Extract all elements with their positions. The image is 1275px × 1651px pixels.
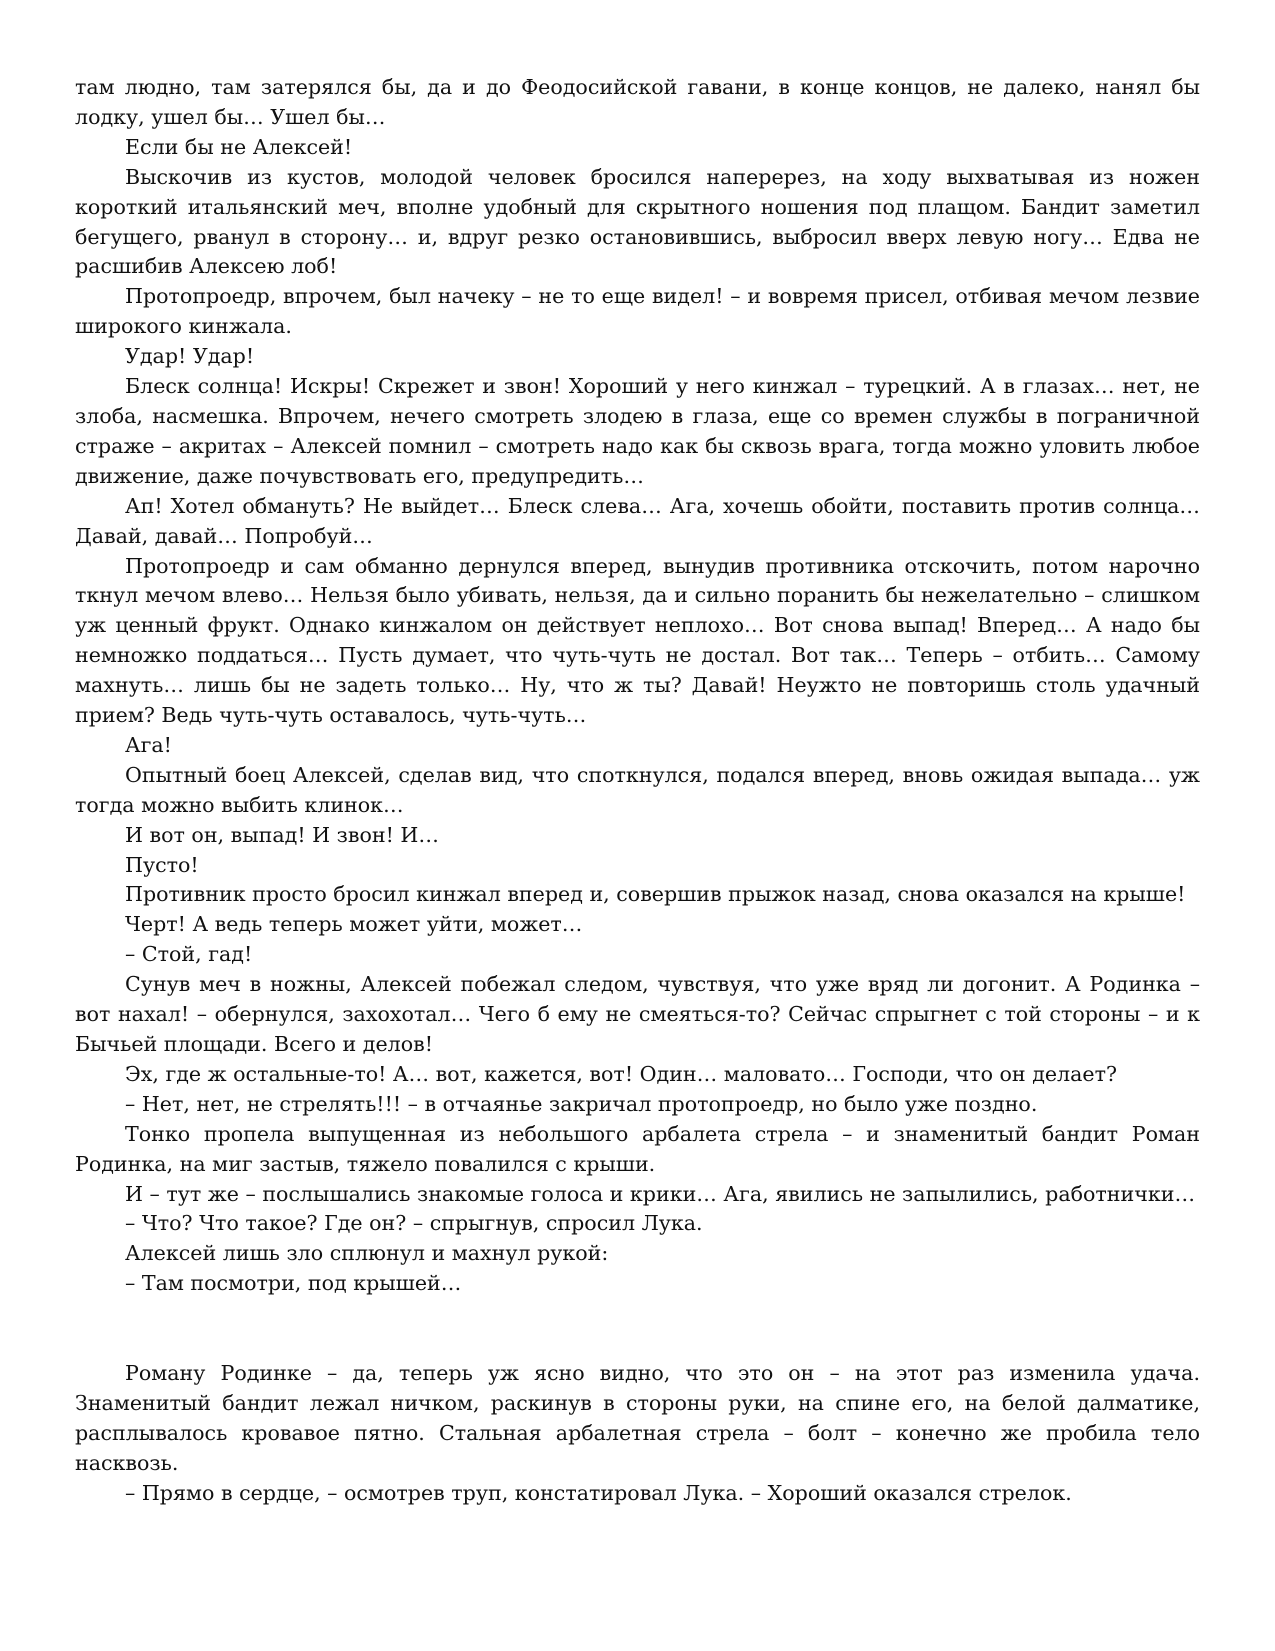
book-page xyxy=(75,73,1200,1509)
paragraph: Опытный боец Алексей, сделав вид, что споткнулся, подался вперед, вновь ожидая выпада… уж тогда можно выбить клинок… xyxy=(75,762,1200,817)
paragraph: Удар! Удар! xyxy=(125,344,255,369)
paragraph: Алексей лишь зло сплюнул и махнул рукой: xyxy=(125,1241,609,1266)
paragraph: – Нет, нет, не стрелять!!! – в отчаянье закричал протопроедр, но было уже поздно. xyxy=(125,1091,1038,1116)
paragraph: – Стой, гад! xyxy=(125,942,253,967)
section-break xyxy=(75,1299,1200,1359)
paragraph: И – тут же – послышались знакомые голоса и крики… Ага, явились не запылились, работнички… xyxy=(125,1181,1196,1206)
paragraph: – Прямо в сердце, – осмотрев труп, констатировал Лука. – Хороший оказался стрелок. xyxy=(125,1480,1072,1505)
paragraph: И вот он, выпад! И звон! И… xyxy=(125,822,439,847)
paragraph: Противник просто бросил кинжал вперед и, совершив прыжок назад, снова оказался на крыше! xyxy=(125,882,1186,907)
paragraph: Если бы не Алексей! xyxy=(125,134,353,159)
paragraph: Выскочив из кустов, молодой человек бросился наперерез, на ходу выхватывая из ножен короткий итальянский меч, вполне удобный для скрытного ношения под плащом. Бандит заметил бегущего, рванул в сторону… и, вдруг резко остановившись, выбросил вверх левую ногу… Едва не расшибив Алексею лоб! xyxy=(75,164,1200,279)
paragraph: Протопроедр и сам обманно дернулся вперед, вынудив противника отскочить, потом нарочно ткнул мечом влево… Нельзя было убивать, нельзя, да и сильно поранить бы нежелательно – слишком уж ценный фрукт. Однако кинжалом он действует неплохо… Вот снова выпад! Вперед… А надо бы немножко поддаться… Пусть думает, что чуть-чуть не достал. Вот так… Теперь – отбить… Самому махнуть… лишь бы не задеть только… Ну, что ж ты? Давай! Неужто не повторишь столь удачный прием? Ведь чуть-чуть оставалось, чуть-чуть… xyxy=(75,553,1200,728)
paragraph: Черт! А ведь теперь может уйти, может… xyxy=(125,912,583,937)
paragraph: Протопроедр, впрочем, был начеку – не то еще видел! – и вовремя присел, отбивая мечом лезвие широкого кинжала. xyxy=(75,284,1200,339)
paragraph: Блеск солнца! Искры! Скрежет и звон! Хороший у него кинжал – турецкий. А в глазах… нет, не злоба, насмешка. Впрочем, нечего смотреть злодею в глаза, еще со времен службы в пограничной страже – акритах – Алексей помнил – смотреть надо как бы сквозь врага, тогда можно уловить любое движение, даже почувствовать его, предупредить… xyxy=(75,374,1200,488)
paragraph: там людно, там затерялся бы, да и до Феодосийской гавани, в конце концов, не далеко, нанял бы лодку, ушел бы… Ушел бы… xyxy=(75,75,1200,129)
paragraph: Ага! xyxy=(125,732,172,757)
paragraph: Эх, где ж остальные-то! А… вот, кажется, вот! Один… маловато… Господи, что он делает? xyxy=(125,1061,1118,1086)
paragraph: Сунув меч в ножны, Алексей побежал следом, чувствуя, что уже вряд ли догонит. А Родинка – вот нахал! – обернулся, захохотал… Чего б ему не смеяться-то? Сейчас спрыгнет с той стороны – и к Бычьей площади. Всего и делов! xyxy=(75,972,1200,1056)
paragraph: – Там посмотри, под крышей… xyxy=(125,1271,462,1296)
paragraph: Пусто! xyxy=(125,852,199,877)
paragraph: Роману Родинке – да, теперь уж ясно видно, что это он – на этот раз изменила удача. Знаменитый бандит лежал ничком, раскинув в стороны руки, на спине его, на белой далматике, расплывалось кровавое пятно. Стальная арбалетная стрела – болт – конечно же пробила тело насквозь. xyxy=(75,1361,1200,1475)
paragraph: Тонко пропела выпущенная из небольшого арбалета стрела – и знаменитый бандит Роман Родинка, на миг застыв, тяжело повалился с крыши. xyxy=(75,1121,1200,1176)
paragraph: – Что? Что такое? Где он? – спрыгнув, спросил Лука. xyxy=(125,1211,703,1236)
paragraph: Ап! Хотел обмануть? Не выйдет… Блеск слева… Ага, хочешь обойти, поставить против солнца… Давай, давай… Попробуй… xyxy=(75,493,1200,548)
